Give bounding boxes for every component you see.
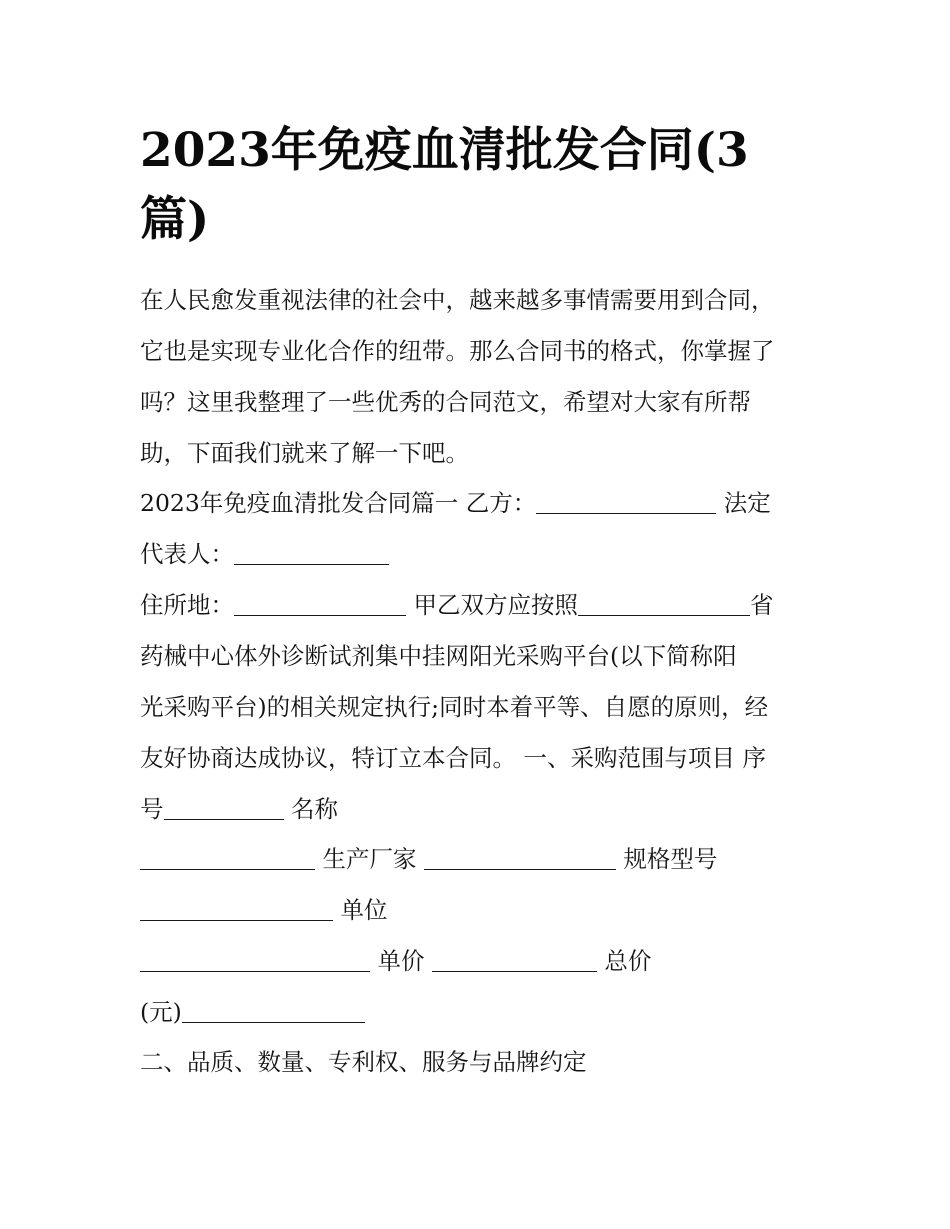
intro-line-2: 它也是实现专业化合作的纽带。那么合同书的格式，你掌握了 bbox=[140, 337, 775, 365]
agreement-text: 甲乙双方应按照 bbox=[406, 591, 578, 619]
manufacturer-blank bbox=[424, 849, 616, 870]
address-label: 住所地： bbox=[140, 591, 234, 619]
legal-rep-blank bbox=[234, 544, 389, 565]
section-two-heading: 二、品质、数量、专利权、服务与品牌约定 bbox=[140, 1048, 587, 1076]
address-line bbox=[140, 588, 830, 622]
document-title bbox=[140, 116, 820, 254]
body-line-9: 光采购平台)的相关规定执行;同时本着平等、自愿的原则，经 bbox=[140, 693, 769, 721]
yuan-label: (元) bbox=[140, 998, 182, 1026]
name-blank bbox=[140, 849, 315, 870]
serial-blank bbox=[164, 799, 284, 820]
party-b-name-blank bbox=[536, 493, 716, 514]
contract-heading-line bbox=[140, 486, 830, 520]
intro-line-1: 在人民愈发重视法律的社会中，越来越多事情需要用到合同， bbox=[140, 286, 775, 314]
legal-rep-label: 代表人： bbox=[140, 540, 234, 568]
unit-label: 单位 bbox=[333, 896, 388, 924]
total-price-label: 总价 bbox=[596, 947, 652, 975]
manufacturer-line bbox=[140, 842, 830, 876]
unit-line bbox=[140, 893, 830, 927]
unit-price-blank bbox=[432, 951, 597, 972]
title-line-1: 2023年免疫血清批发合同(3 bbox=[140, 123, 749, 178]
spec-label: 规格型号 bbox=[615, 845, 718, 873]
legal-rep-label-start: 法定 bbox=[716, 489, 771, 517]
total-line bbox=[140, 995, 830, 1029]
province-blank bbox=[578, 595, 750, 616]
body-line-10: 友好协商达成协议，特订立本合同。 一、采购范围与项目 序 bbox=[140, 744, 766, 772]
price-line bbox=[140, 944, 830, 978]
intro-line-3: 吗？这里我整理了一些优秀的合同范文，希望对大家有所帮 bbox=[140, 388, 751, 416]
legal-rep-line bbox=[140, 537, 830, 571]
manufacturer-label: 生产厂家 bbox=[315, 845, 424, 873]
address-blank bbox=[234, 595, 406, 616]
contract-heading-text: 2023年免疫血清批发合同篇一 乙方： bbox=[140, 489, 537, 517]
title-line-2: 篇) bbox=[140, 192, 210, 247]
body-line-8: 药械中心体外诊断试剂集中挂网阳光采购平台(以下简称阳 bbox=[140, 642, 737, 670]
intro-line-4: 助，下面我们就来了解一下吧。 bbox=[140, 439, 469, 467]
name-label: 名称 bbox=[283, 795, 338, 823]
serial-label: 号 bbox=[140, 795, 164, 823]
unit-price-label: 单价 bbox=[370, 947, 432, 975]
province-label: 省 bbox=[749, 591, 774, 619]
serial-line bbox=[140, 792, 830, 826]
total-price-blank bbox=[182, 1002, 365, 1023]
unit-blank bbox=[140, 951, 370, 972]
spec-blank bbox=[140, 900, 333, 921]
